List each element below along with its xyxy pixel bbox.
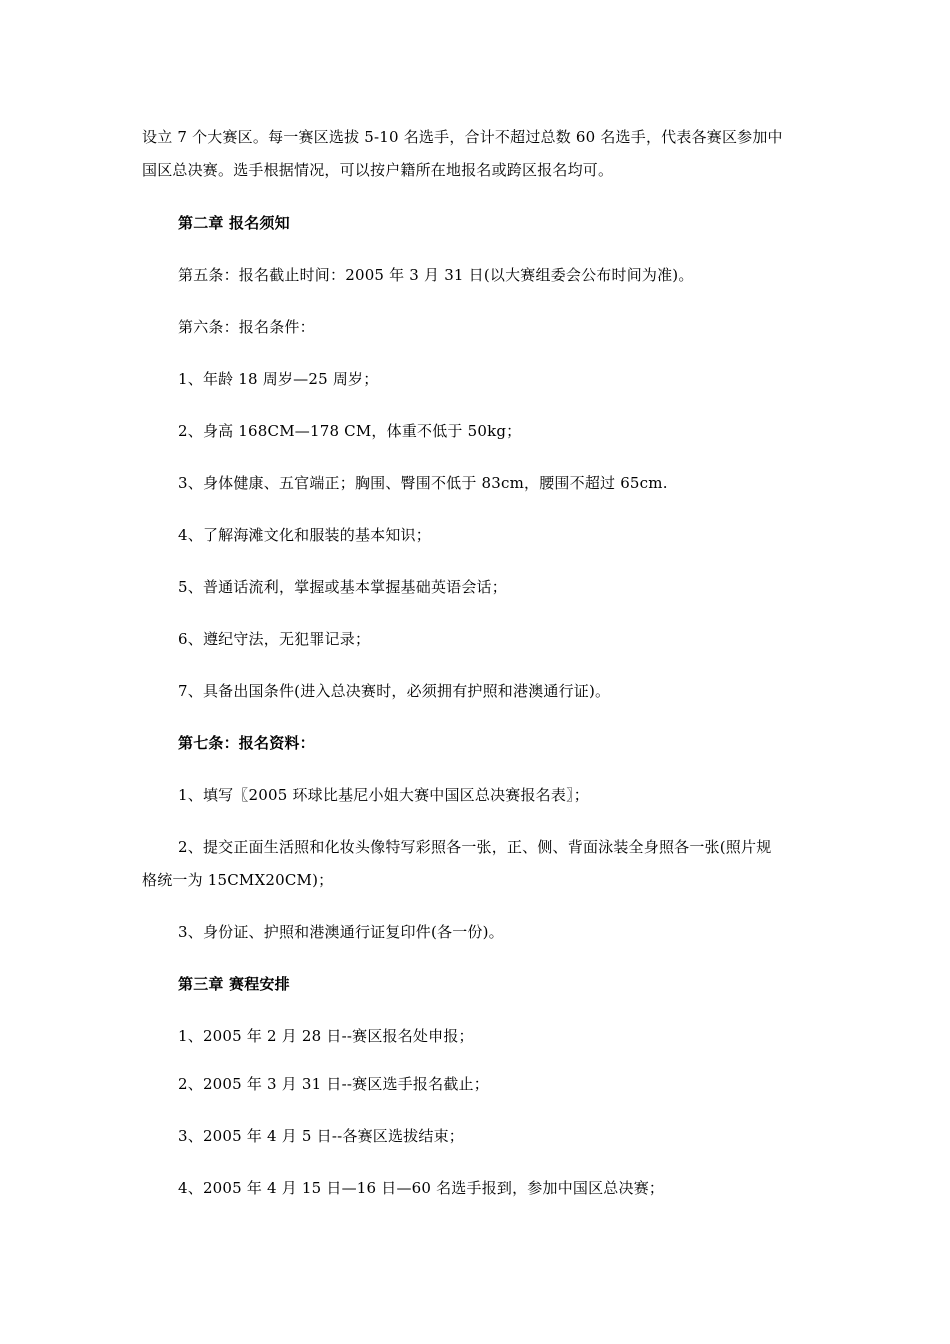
article-6: 第六条：报名条件：	[178, 318, 315, 336]
condition-7: 7、具备出国条件(进入总决赛时，必须拥有护照和港澳通行证)。	[178, 682, 611, 700]
article-7: 第七条：报名资料：	[178, 734, 315, 752]
schedule-item-3: 3、2005 年 4 月 5 日--各赛区选拔结束；	[178, 1127, 464, 1145]
chapter-2-heading: 第二章 报名须知	[178, 214, 290, 232]
material-2-line-1: 2、提交正面生活照和化妆头像特写彩照各一张，正、侧、背面泳装全身照各一张(照片规	[178, 838, 772, 856]
condition-5: 5、普通话流利，掌握或基本掌握基础英语会话；	[178, 578, 507, 596]
condition-1: 1、年龄 18 周岁—25 周岁；	[178, 370, 379, 388]
material-3: 3、身份证、护照和港澳通行证复印件(各一份)。	[178, 923, 504, 941]
intro-line-1: 设立 7 个大赛区。每一赛区选拔 5-10 名选手，合计不超过总数 60 名选手，代表各赛区参加中	[142, 128, 783, 146]
condition-4: 4、了解海滩文化和服装的基本知识；	[178, 526, 431, 544]
material-2-line-2: 格统一为 15CMX20CM)；	[142, 871, 334, 889]
schedule-item-2: 2、2005 年 3 月 31 日--赛区选手报名截止；	[178, 1075, 489, 1093]
condition-6: 6、遵纪守法，无犯罪记录；	[178, 630, 371, 648]
intro-line-2: 国区总决赛。选手根据情况，可以按户籍所在地报名或跨区报名均可。	[142, 161, 614, 179]
material-1: 1、填写〖2005 环球比基尼小姐大赛中国区总决赛报名表〗；	[178, 786, 589, 804]
condition-3: 3、身体健康、五官端正；胸围、臀围不低于 83cm，腰围不超过 65cm.	[178, 474, 668, 492]
schedule-item-4: 4、2005 年 4 月 15 日—16 日—60 名选手报到，参加中国区总决赛；	[178, 1179, 665, 1197]
article-5: 第五条：报名截止时间：2005 年 3 月 31 日(以大赛组委会公布时间为准)。	[178, 266, 694, 284]
schedule-item-1: 1、2005 年 2 月 28 日--赛区报名处申报；	[178, 1027, 474, 1045]
condition-2: 2、身高 168CM—178 CM，体重不低于 50kg；	[178, 422, 522, 440]
chapter-3-heading: 第三章 赛程安排	[178, 975, 290, 993]
